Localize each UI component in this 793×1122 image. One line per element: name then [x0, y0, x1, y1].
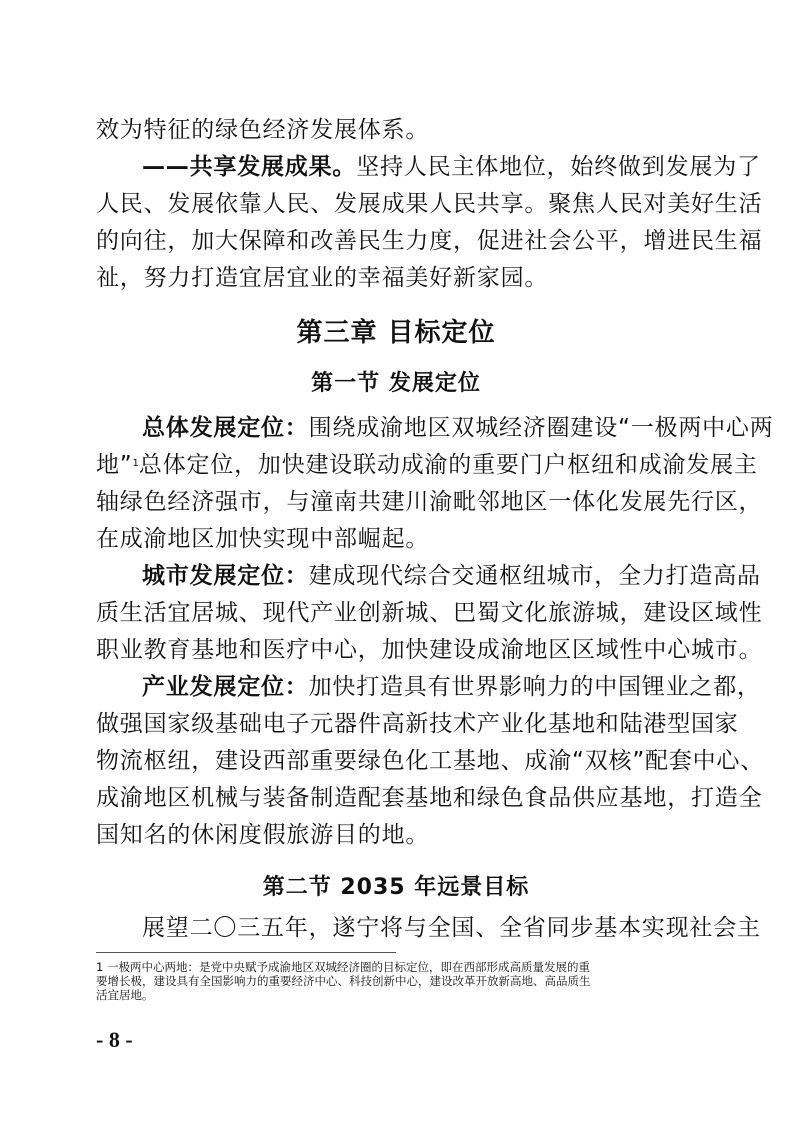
text-line: 人民、发展依靠人民、发展成果人民共享。聚焦人民对美好生活: [96, 191, 763, 217]
text-line: [96, 558, 761, 595]
footnote-separator: [96, 952, 396, 953]
footnote-marker: 1: [132, 458, 139, 469]
text-line: 职业教育基地和医疗中心，加快建设成渝地区区域性中心城市。: [96, 637, 763, 663]
text-run: 加快打造具有世界影响力的中国锂业之都，: [308, 674, 761, 700]
section-title-2035-vision: 第二节 2035 年远景目标: [262, 875, 530, 900]
text-line: [96, 447, 758, 484]
footnote-line: 要增长极，建设具有全国影响力的重要经济中心、科技创新中心，建设改革开放新高地、高品质生: [96, 974, 591, 988]
text-line: 物流枢纽，建设西部重要绿色化工基地、成渝“双核”配套中心、: [96, 748, 765, 774]
text-line: 效为特征的绿色经济发展体系。: [96, 117, 430, 143]
paragraph-lead: 产业发展定位：: [142, 674, 309, 700]
text-run: 建成现代综合交通枢纽城市，全力打造高品: [308, 563, 761, 589]
text-line: [96, 669, 761, 706]
text-line: [96, 149, 761, 186]
footnote-line: 活宜居地。: [96, 988, 154, 1002]
page-number: - 8 -: [96, 1027, 133, 1052]
paragraph-lead: 城市发展定位：: [142, 563, 309, 589]
text-line: 在成渝地区加快实现中部崛起。: [96, 526, 430, 552]
paragraph-vision: [96, 910, 761, 947]
text-line: 展望二〇三五年，遂宁将与全国、全省同步基本实现社会主: [142, 915, 761, 941]
paragraph-shared-development: [96, 112, 763, 297]
paragraph-industry-positioning: [96, 669, 765, 854]
paragraph-lead: ——共享发展成果。: [142, 154, 357, 180]
text-run: 总体定位，加快建设联动成渝的重要门户枢纽和成渝发展主: [138, 452, 758, 478]
text-line: [96, 410, 774, 447]
section-title-positioning: 第一节 发展定位: [311, 371, 481, 396]
text-line: 做强国家级基础电子元器件高新技术产业化基地和陆港型国家: [96, 711, 739, 737]
text-line: 成渝地区机械与装备制造配套基地和绿色食品供应基地，打造全: [96, 785, 763, 811]
footnote-line: 1 一极两中心两地：是党中央赋予成渝地区双城经济圈的目标定位，即在西部形成高质量发展的重: [96, 960, 590, 974]
text-run: 围绕成渝地区双城经济圈建设“一极两中心两: [308, 415, 774, 441]
footnote: [96, 960, 700, 1002]
text-line: 轴绿色经济强市，与潼南共建川渝毗邻地区一体化发展先行区，: [96, 489, 763, 515]
text-line: 国知名的休闲度假旅游目的地。: [96, 822, 430, 848]
text-run: 坚持人民主体地位，始终做到发展为了: [356, 154, 761, 180]
chapter-title: 第三章 目标定位: [296, 318, 496, 348]
paragraph-lead: 总体发展定位：: [142, 415, 309, 441]
paragraph-city-positioning: [96, 558, 763, 669]
text-line: 的向往，加大保障和改善民生力度，促进社会公平，增进民生福: [96, 228, 763, 254]
paragraph-overall-positioning: [96, 410, 774, 558]
text-line: 质生活宜居城、现代产业创新城、巴蜀文化旅游城，建设区域性: [96, 600, 763, 626]
text-line: 祉，努力打造宜居宜业的幸福美好新家园。: [96, 265, 549, 291]
text-run: 地”: [96, 452, 133, 478]
